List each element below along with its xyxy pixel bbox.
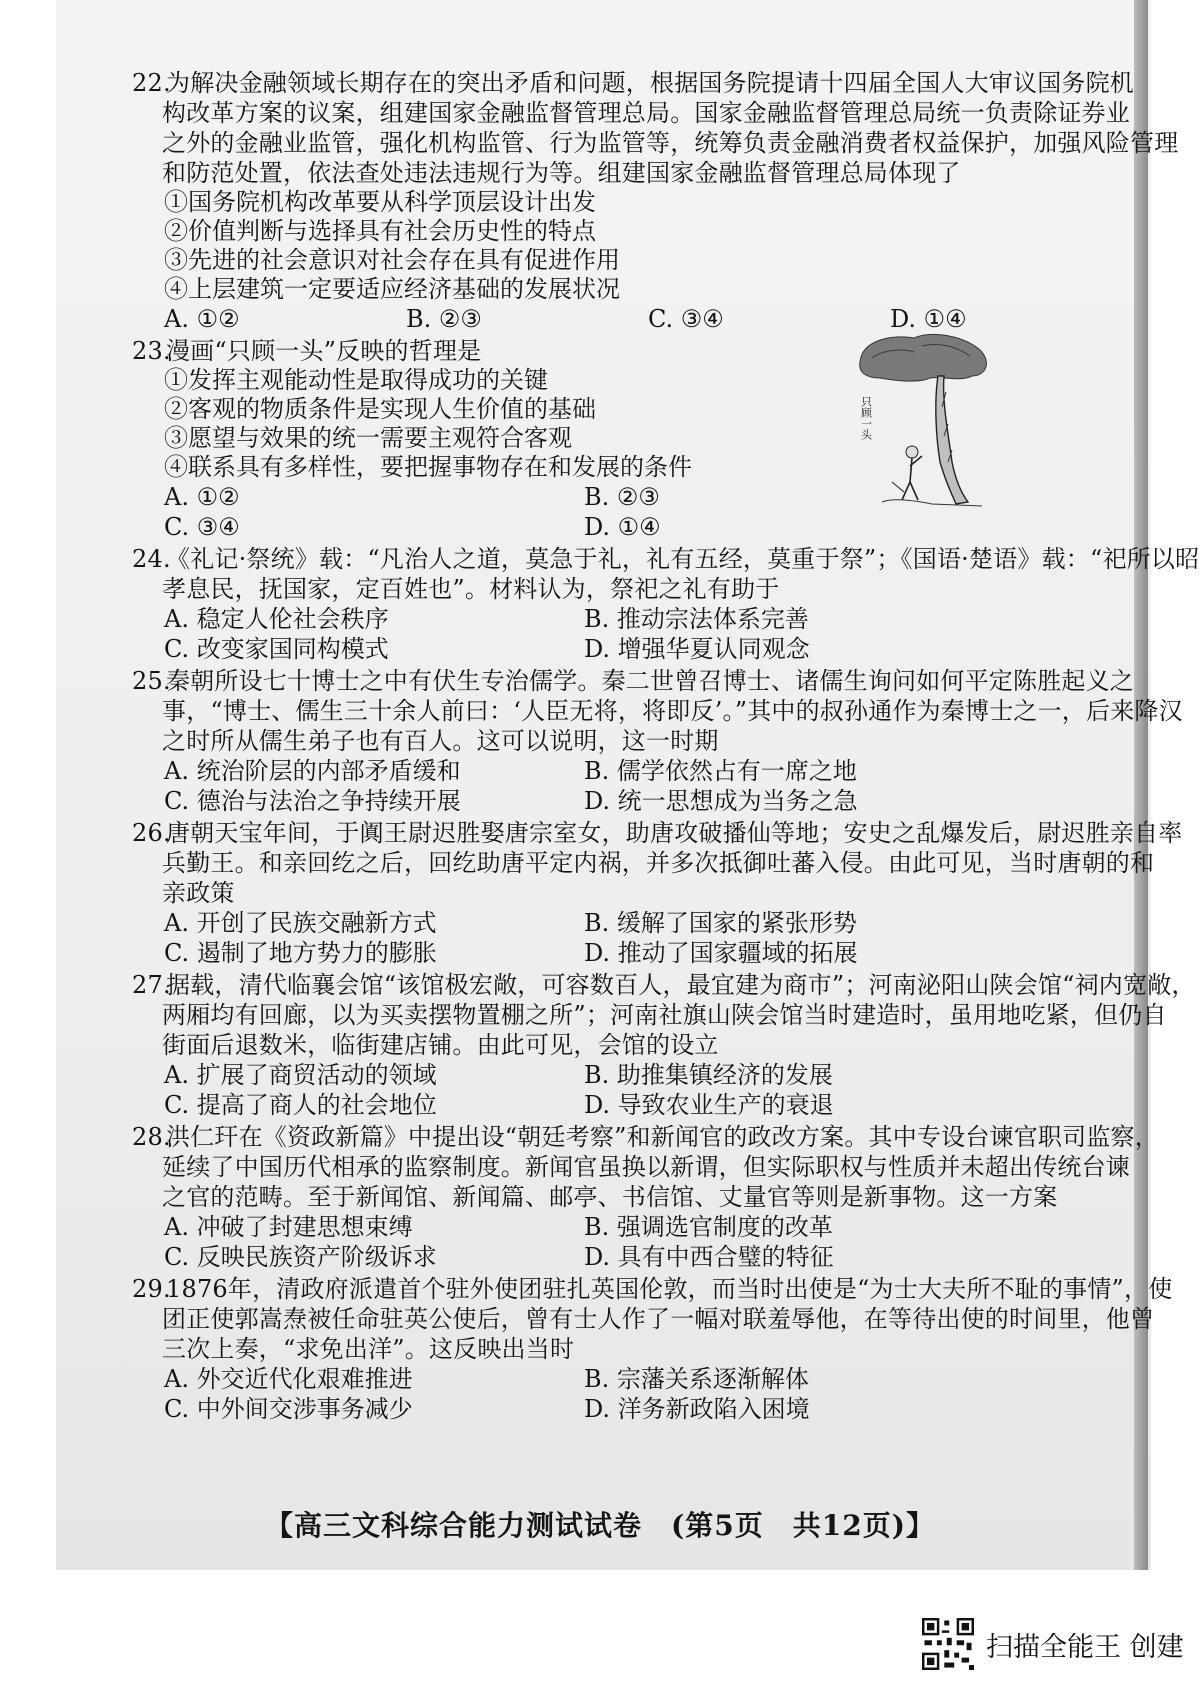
- statement: ①国务院机构改革要从科学顶层设计出发: [164, 188, 596, 216]
- question-stem-line: 构改革方案的议案，组建国家金融监督管理总局。国家金融监督管理总局统一负责除证券业: [162, 99, 1130, 127]
- option-d[interactable]: D. 统一思想成为当务之急: [584, 787, 858, 815]
- option-a[interactable]: A. 扩展了商贸活动的领域: [164, 1061, 437, 1089]
- scanner-watermark: [922, 1614, 1184, 1674]
- question-25: [132, 666, 1183, 816]
- option-d[interactable]: D. 推动了国家疆域的拓展: [584, 939, 858, 967]
- option-b[interactable]: B. ②③: [406, 305, 482, 333]
- options: [132, 908, 1132, 968]
- question-28: [132, 1122, 1159, 1272]
- page-footer: [0, 1504, 1200, 1544]
- question-stem-line: 事，“博士、儒生三十余人前曰：‘人臣无将，将即反’。”其中的叔孙通作为秦博士之一，后来降汉: [162, 697, 1183, 725]
- option-b[interactable]: B. 儒学依然占有一席之地: [584, 757, 857, 785]
- option-b[interactable]: B. 强调选官制度的改革: [584, 1213, 833, 1241]
- option-a[interactable]: A. ①②: [164, 483, 240, 511]
- footer-text: 【高三文科综合能力测试试卷 (第5页 共12页)】: [265, 1509, 935, 1542]
- question-stem-line: 街面后退数米，临街建店铺。由此可见，会馆的设立: [162, 1031, 719, 1059]
- question-stem-line: 29.1876年，清政府派遣首个驻外使团驻扎英国伦敦，而当时出使是“为士大夫所不耻的事情”，使: [132, 1275, 1173, 1303]
- option-d[interactable]: D. ①④: [890, 305, 967, 333]
- question-stem-line: 28.洪仁玕在《资政新篇》中提出设“朝廷考察”和新闻官的政改方案。其中专设台谏官职司监察，: [132, 1123, 1159, 1151]
- question-22: [132, 68, 1179, 334]
- question-27: [132, 970, 1196, 1120]
- qr-code-icon: [922, 1618, 974, 1670]
- question-stem-line: 22.为解决金融领域长期存在的突出矛盾和问题，根据国务院提请十四届全国人大审议国务院机: [132, 69, 1134, 97]
- question-stem-line: 25.秦朝所设七十博士之中有伏生专治儒学。秦二世曾召博士、诸儒生询问如何平定陈胜起义之: [132, 667, 1134, 695]
- option-a[interactable]: A. 开创了民族交融新方式: [164, 909, 437, 937]
- statement: ④上层建筑一定要适应经济基础的发展状况: [164, 275, 620, 303]
- option-d[interactable]: D. ①④: [584, 513, 661, 541]
- question-stem-line: 26.唐朝天宝年间，于阗王尉迟胜娶唐宗室女，助唐攻破播仙等地；安史之乱爆发后，尉迟胜亲自率: [132, 819, 1183, 847]
- option-b[interactable]: B. 助推集镇经济的发展: [584, 1061, 833, 1089]
- question-stem-line: 兵勤王。和亲回纥之后，回纥助唐平定内祸，并多次抵御吐蕃入侵。由此可见，当时唐朝的和: [162, 849, 1155, 877]
- statement: ②价值判断与选择具有社会历史性的特点: [164, 217, 596, 245]
- scan-edge: [1134, 0, 1148, 1570]
- question-stem-line: 之官的范畴。至于新闻馆、新闻篇、邮亭、书信馆、丈量官等则是新事物。这一方案: [162, 1183, 1058, 1211]
- question-number: 29.: [132, 1275, 171, 1303]
- question-number: 24.: [132, 545, 171, 573]
- question-stem-line: 延续了中国历代相承的监察制度。新闻官虽换以新谓，但实际职权与性质并未超出传统台谏: [162, 1153, 1130, 1181]
- option-c[interactable]: C. 提高了商人的社会地位: [164, 1091, 437, 1119]
- option-c[interactable]: C. ③④: [648, 305, 724, 333]
- option-b[interactable]: B. 推动宗法体系完善: [584, 605, 809, 633]
- question-number: 23.: [132, 337, 171, 365]
- question-stem-line: 亲政策: [162, 879, 235, 907]
- option-d[interactable]: D. 增强华夏认同观念: [584, 635, 810, 663]
- option-b[interactable]: B. 缓解了国家的紧张形势: [584, 909, 857, 937]
- option-d[interactable]: D. 具有中西合璧的特征: [584, 1243, 834, 1271]
- statement: ②客观的物质条件是实现人生价值的基础: [164, 395, 596, 423]
- question-stem-line: 27.据载，清代临襄会馆“该馆极宏敞，可容数百人，最宜建为商市”；河南泌阳山陕会馆“祠内宽敞，: [132, 971, 1196, 999]
- option-c[interactable]: C. 中外间交涉事务减少: [164, 1395, 413, 1423]
- question-stem-line: 三次上奏，“求免出洋”。这反映出当时: [162, 1335, 575, 1363]
- option-a[interactable]: A. ①②: [164, 305, 240, 333]
- option-c[interactable]: C. 遏制了地方势力的膨胀: [164, 939, 437, 967]
- option-a[interactable]: A. 冲破了封建思想束缚: [164, 1213, 413, 1241]
- question-stem-line: 团正使郭嵩焘被任命驻英公使后，曾有士人作了一幅对联羞辱他，在等待出使的时间里，他曾: [162, 1305, 1155, 1333]
- option-c[interactable]: C. 反映民族资产阶级诉求: [164, 1243, 437, 1271]
- question-stem-line: 之时所从儒生弟子也有百人。这可以说明，这一时期: [162, 727, 719, 755]
- question-number: 27.: [132, 971, 171, 999]
- question-24: [132, 544, 1200, 664]
- exam-content: [132, 68, 1200, 1426]
- option-d[interactable]: D. 导致农业生产的衰退: [584, 1091, 834, 1119]
- question-number: 22.: [132, 69, 171, 97]
- options: [132, 304, 1132, 334]
- option-b[interactable]: B. 宗藩关系逐渐解体: [584, 1365, 809, 1393]
- option-c[interactable]: C. ③④: [164, 513, 240, 541]
- option-d[interactable]: D. 洋务新政陷入困境: [584, 1395, 810, 1423]
- option-c[interactable]: C. 改变家国同构模式: [164, 635, 389, 663]
- options: [132, 1060, 1132, 1120]
- option-c[interactable]: C. 德治与法治之争持续开展: [164, 787, 461, 815]
- question-29: [132, 1274, 1173, 1424]
- statement: ③愿望与效果的统一需要主观符合客观: [164, 424, 572, 452]
- option-b[interactable]: B. ②③: [584, 483, 660, 511]
- question-number: 25.: [132, 667, 171, 695]
- watermark-text: 扫描全能王 创建: [986, 1631, 1184, 1663]
- options: [132, 1364, 1132, 1424]
- question-stem-line: 之外的金融业监管，强化机构监管、行为监管等，统筹负责金融消费者权益保护，加强风险管理: [162, 129, 1179, 157]
- options: [132, 604, 1132, 664]
- question-stem-line: 孝息民，抚国家，定百姓也”。材料认为，祭祀之礼有助于: [162, 575, 780, 603]
- option-a[interactable]: A. 稳定人伦社会秩序: [164, 605, 389, 633]
- question-stem-line: 两厢均有回廊，以为买卖摆物置棚之所”；河南社旗山陕会馆当时建造时，虽用地吃紧，但仍自: [162, 1001, 1167, 1029]
- cartoon-tree-image: [852, 332, 992, 514]
- option-a[interactable]: A. 外交近代化艰难推进: [164, 1365, 413, 1393]
- statement: ④联系具有多样性，要把握事物存在和发展的条件: [164, 453, 692, 481]
- question-stem-line: 23.漫画“只顾一头”反映的哲理是: [132, 337, 482, 365]
- options: [132, 1212, 1132, 1272]
- option-a[interactable]: A. 统治阶层的内部矛盾缓和: [164, 757, 461, 785]
- question-number: 28.: [132, 1123, 171, 1151]
- statement: ①发挥主观能动性是取得成功的关键: [164, 366, 548, 394]
- options: [132, 756, 1132, 816]
- question-26: [132, 818, 1183, 968]
- statement: ③先进的社会意识对社会存在具有促进作用: [164, 246, 620, 274]
- question-stem-line: 24.《礼记·祭统》载：“凡治人之道，莫急于礼，礼有五经，莫重于祭”；《国语·楚语》载：“祀所以昭: [132, 545, 1200, 573]
- question-23: [132, 336, 1132, 542]
- question-stem-line: 和防范处置，依法查处违法违规行为等。组建国家金融监督管理总局体现了: [162, 159, 961, 187]
- question-number: 26.: [132, 819, 171, 847]
- cartoon-caption: 只顾一头: [859, 396, 873, 440]
